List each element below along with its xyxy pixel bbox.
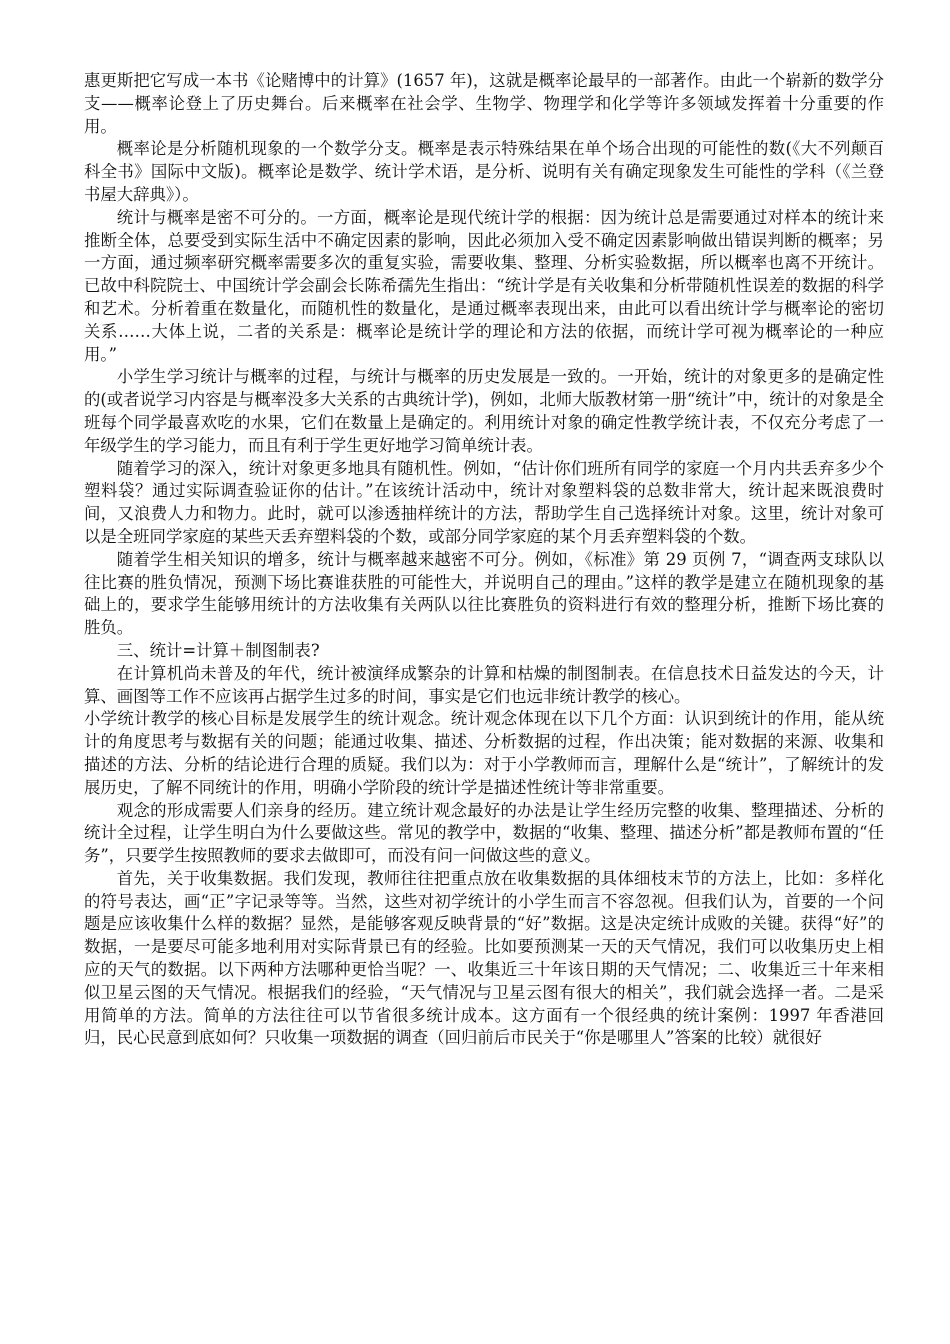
paragraph-concept-formation: 观念的形成需要人们亲身的经历。建立统计观念最好的办法是让学生经历完整的收集、整理描述、分析的统计全过程，让学生明白为什么要做这些。常见的教学中，数据的“收集、整理、描述分析”都是教师布置的“任务”，只要学生按照教师的要求去做即可，而没有问一问做这些的意义。	[84, 800, 884, 866]
paragraph-core-goal: 小学统计教学的核心目标是发展学生的统计观念。统计观念体现在以下几个方面：认识到统计的作用，能从统计的角度思考与数据有关的问题；能通过收集、描述、分析数据的过程，作出决策；能对数据的来源、收集和描述的方法、分析的结论进行合理的质疑。我们以为：对于小学教师而言，理解什么是“统计”，了解统计的发展历史，了解不同统计的作用，明确小学阶段的统计学是描述性统计等非常重要。	[84, 709, 884, 797]
section-heading: 三、统计=计算＋制图制表?	[116, 640, 320, 660]
paragraph-student-learning: 小学生学习统计与概率的过程，与统计与概率的历史发展是一致的。一开始，统计的对象更多的是确定性的(或者说学习内容是与概率没多大关系的古典统计学)，例如，北师大版教材第一册“统计”中，统计的对象是全班每个同学最喜欢吃的水果，它们在数量上是确定的。利用统计对象的确定性教学统计表，不仅充分考虑了一年级学生的学习能力，而且有利于学生更好地学习简单统计表。	[84, 367, 884, 455]
paragraph-statistics-and-probability: 统计与概率是密不可分的。一方面，概率论是现代统计学的根据：因为统计总是需要通过对样本的统计来推断全体，总要受到实际生活中不确定因素的影响，因此必须加入受不确定因素影响做出错误判断的概率；另一方面，通过频率研究概率需要多次的重复实验，需要收集、整理、分析实验数据，所以概率也离不开统计。已故中科院院士、中国统计学会副会长陈希孺先生指出：“统计学是有关收集和分析带随机性误差的数据的科学和艺术。分析着重在数量化，而随机性的数量化，是通过概率表现出来，由此可以看出统计学与概率论的密切关系……大体上说，二者的关系是：概率论是统计学的理论和方法的依据，而统计学可视为概率论的一种应用。”	[84, 207, 884, 364]
paragraph-data-collection: 首先，关于收集数据。我们发现，教师往往把重点放在收集数据的具体细枝末节的方法上，比如：多样化的符号表达，画“正”字记录等等。当然，这些对初学统计的小学生而言不容忽视。但我们认为，首要的一个问题是应该收集什么样的数据？显然，是能够客观反映背景的“好”数据。这是决定统计成败的关键。获得“好”的数据，一是要尽可能多地利用对实际背景已有的经验。比如要预测某一天的天气情况，我们可以收集历史上相应的天气的数据。以下两种方法哪种更恰当呢？一、收集近三十年该日期的天气情况；二、收集近三十年来相似卫星云图的天气情况。根据我们的经验，“天气情况与卫星云图有很大的相关”，我们就会选择一者。二是采用简单的方法。简单的方法往往可以节省很多统计成本。这方面有一个很经典的统计案例：1997 年香港回归，民心民意到底如何？只收集一项数据的调查（回归前后市民关于“你是哪里人”答案的比较）就很好	[84, 868, 884, 1048]
document-page	[84, 70, 884, 1050]
paragraph-probability-history: 惠更斯把它写成一本书《论赌博中的计算》(1657 年)，这就是概率论最早的一部著作。由此一个崭新的数学分支——概率论登上了历史舞台。后来概率在社会学、生物学、物理学和化学等许多领域发挥着十分重要的作用。	[84, 71, 884, 136]
paragraph-standard-example: 随着学生相关知识的增多，统计与概率越来越密不可分。例如，《标准》第 29 页例 7，“调查两支球队以往比赛的胜负情况，预测下场比赛谁获胜的可能性大，并说明自己的理由。”这样的教学是建立在随机现象的基础上的，要求学生能够用统计的方法收集有关两队以往比赛胜负的资料进行有效的整理分析，推断下场比赛的胜负。	[84, 549, 884, 638]
paragraph-randomness: 随着学习的深入，统计对象更多地具有随机性。例如，“估计你们班所有同学的家庭一个月内共丢弃多少个塑料袋？通过实际调查验证你的估计。”在该统计活动中，统计对象塑料袋的总数非常大，统计起来既浪费时间，又浪费人力和物力。此时，就可以渗透抽样统计的方法，帮助学生自己选择统计对象。这里，统计对象可以是全班同学家庭的某些天丢弃塑料袋的个数，或部分同学家庭的某个月丢弃塑料袋的个数。	[84, 458, 884, 546]
paragraph-probability-definition: 概率论是分析随机现象的一个数学分支。概率是表示特殊结果在单个场合出现的可能性的数(《大不列颠百科全书》国际中文版)。概率论是数学、统计学术语，是分析、说明有关有确定现象发生可能性的学科（《兰登书屋大辞典》）。	[84, 139, 884, 204]
paragraph-computers: 在计算机尚未普及的年代，统计被演绎成繁杂的计算和枯燥的制图制表。在信息技术日益发达的今天，计算、画图等工作不应该再占据学生过多的时间，事实是它们也远非统计教学的核心。	[84, 663, 884, 706]
